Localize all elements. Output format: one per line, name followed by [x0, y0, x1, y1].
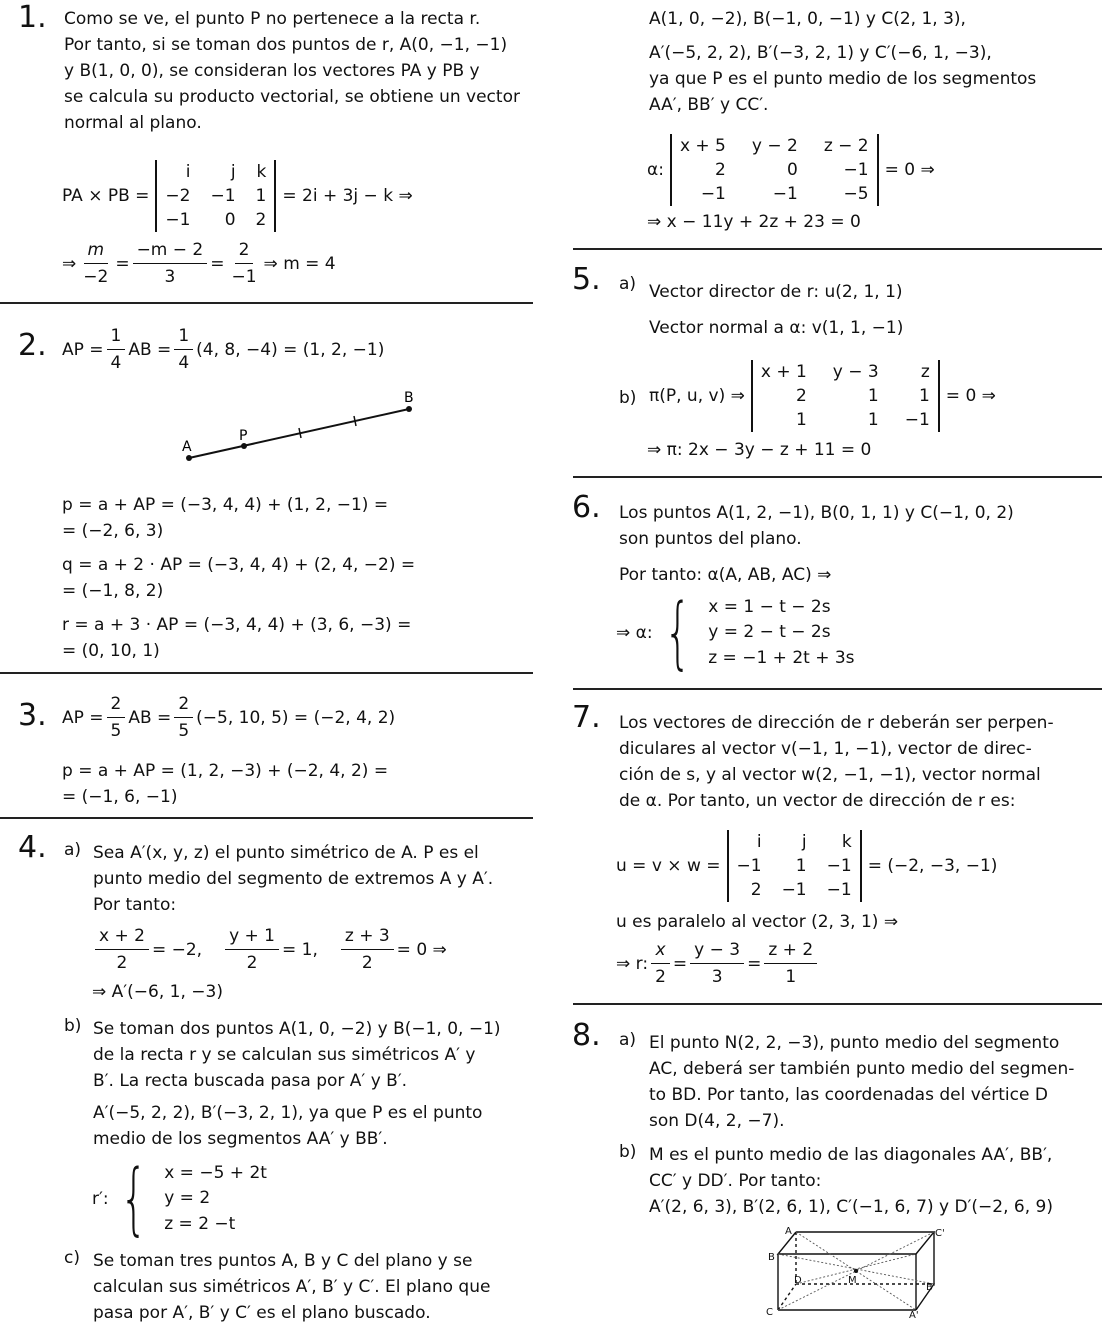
matrix-cell: −1 — [826, 856, 852, 876]
matrix-cell: 1 — [867, 410, 879, 430]
problem-4c-continued — [649, 6, 1036, 118]
denominator: −2 — [83, 267, 109, 287]
text-line: y B(1, 0, 0), se consideran los vectores PA y PB y — [64, 61, 480, 81]
system-row: y = 2 − t − 2s — [708, 622, 831, 643]
fraction — [79, 240, 112, 287]
matrix-cell: x + 5 — [679, 136, 726, 156]
item-label-b: b) — [619, 1142, 637, 1162]
item-label-c: c) — [64, 1248, 80, 1268]
equation-mid: AB = — [128, 339, 172, 360]
implies-symbol: ⇒ — [62, 253, 77, 274]
text-line: calculan sus simétricos A′, B′ y C′. El plano que — [93, 1277, 491, 1297]
problem-4a-text — [93, 840, 493, 918]
text-line: punto medio del segmento de extremos A y A′. — [93, 869, 494, 889]
problem-5-number: 5. — [572, 262, 601, 297]
text-line: p = a + AP = (−3, 4, 4) + (1, 2, −1) = — [62, 495, 389, 515]
matrix-cell: −1 — [772, 184, 798, 204]
text-line: de α. Por tanto, un vector de dirección de r es: — [619, 791, 1016, 811]
plane-determinant — [647, 134, 935, 206]
segment-ab — [189, 409, 409, 458]
matrix-cell: −1 — [165, 210, 191, 230]
fraction — [107, 694, 126, 741]
determinant-matrix — [155, 160, 276, 232]
matrix-cell: 1 — [255, 186, 267, 206]
matrix-cell: 1 — [918, 386, 930, 406]
matrix-cell: −1 — [210, 186, 236, 206]
system-equations — [164, 1161, 267, 1238]
equation-rhs: = (−2, −3, −1) — [867, 856, 998, 876]
label-a-prime: A' — [909, 1310, 919, 1320]
divider — [573, 688, 1102, 690]
text-line: Vector director de r: u(2, 1, 1) — [649, 282, 903, 302]
fraction — [764, 940, 817, 987]
determinant-matrix — [727, 830, 862, 902]
numerator: 1 — [107, 326, 126, 350]
system-row: x = 1 − t − 2s — [708, 596, 831, 617]
segment-diagram — [175, 385, 425, 465]
divider — [573, 476, 1102, 478]
text-line: CC′ y DD′. Por tanto: — [649, 1171, 822, 1191]
text-line: AC, deberá ser también punto medio del segmen- — [649, 1059, 1075, 1079]
denominator: 2 — [361, 953, 373, 973]
text-line: son puntos del plano. — [619, 529, 802, 549]
equation-lhs: u = v × w = — [616, 856, 721, 876]
text-line: M es el punto medio de las diagonales AA′, BB′, — [649, 1145, 1053, 1165]
matrix-cell: 1 — [867, 386, 879, 406]
equation-rhs: = 0 ⇒ — [945, 386, 996, 406]
point-b — [406, 406, 412, 412]
plane-parametric-system — [616, 588, 855, 678]
system-row: x = −5 + 2t — [164, 1162, 267, 1183]
ap-equation — [62, 694, 395, 741]
equation-lhs: π(P, u, v) ⇒ — [649, 386, 745, 406]
fraction — [174, 326, 193, 373]
matrix-cell: x + 1 — [760, 362, 807, 382]
equation-rhs: (−5, 10, 5) = (−2, 4, 2) — [196, 707, 396, 728]
text-line: r = a + 3 · AP = (−3, 4, 4) + (3, 6, −3) = — [62, 615, 412, 635]
text-line: q = a + 2 · AP = (−3, 4, 4) + (2, 4, −2) = — [62, 555, 416, 575]
numerator: z + 3 — [341, 926, 394, 950]
equation-lhs: PA × PB = — [62, 186, 150, 206]
text-line: AA′, BB′ y CC′. — [649, 95, 769, 115]
matrix-cell: 2 — [750, 880, 762, 900]
problem-7-number: 7. — [572, 700, 601, 735]
equation-rhs: = 0 ⇒ — [884, 160, 935, 180]
text-line: diculares al vector v(−1, 1, −1), vector de direc- — [619, 739, 1032, 759]
problem-6-text — [619, 500, 1014, 588]
item-label-b: b) — [619, 388, 637, 408]
hidden-edge — [778, 1284, 796, 1310]
point-a — [186, 455, 192, 461]
text-line: El punto N(2, 2, −3), punto medio del segmento — [649, 1033, 1060, 1053]
denominator: 4 — [110, 353, 122, 373]
equation-lhs: AP = — [62, 707, 104, 728]
equation-value: = −2, — [151, 939, 203, 960]
text-line: normal al plano. — [64, 113, 202, 133]
equation-lhs: ⇒ r: — [616, 953, 649, 974]
text-line: pasa por A′, B′ y C′ es el plano buscado. — [93, 1303, 431, 1323]
text-line: = (−2, 6, 3) — [62, 521, 164, 541]
matrix-cell: 2 — [255, 210, 267, 230]
text-line: son D(4, 2, −7). — [649, 1111, 785, 1131]
item-label-a: a) — [64, 840, 82, 860]
matrix-cell: k — [841, 832, 852, 852]
text-line: Los vectores de dirección de r deberán ser perpen- — [619, 713, 1054, 733]
problem-7-text — [619, 710, 1054, 814]
item-label-a: a) — [619, 274, 637, 294]
numerator: z + 2 — [764, 940, 817, 964]
plane-pi-result: ⇒ π: 2x − 3y − z + 11 = 0 — [647, 440, 872, 460]
denominator: 1 — [785, 967, 797, 987]
numerator: 2 — [235, 240, 254, 264]
label-b: B — [768, 1252, 775, 1263]
point-m — [854, 1269, 858, 1273]
text-line: = (0, 10, 1) — [62, 641, 160, 661]
fraction — [227, 240, 260, 287]
denominator: 2 — [246, 953, 258, 973]
problem-3-points — [62, 758, 388, 810]
problem-2-number: 2. — [18, 328, 47, 363]
tick-mark — [354, 416, 356, 426]
text-line: Vector normal a α: v(1, 1, −1) — [649, 318, 904, 338]
label-d: D — [794, 1275, 802, 1286]
matrix-cell: i — [756, 832, 762, 852]
problem-1-number: 1. — [18, 0, 47, 35]
divider — [0, 817, 533, 819]
brace: { — [119, 1154, 148, 1244]
brace: { — [663, 588, 692, 678]
denominator: 5 — [110, 721, 122, 741]
label-c: C — [766, 1307, 773, 1318]
fraction — [341, 926, 394, 973]
ratio-equation: ⇒ $\frac{m}{-2}$ = $\frac{-m - 2}{3}$ = $\frac{2}{-1}$ ⇒ m = 4 — [62, 240, 336, 287]
text-line: A(1, 0, −2), B(−1, 0, −1) y C(2, 1, 3), — [649, 9, 966, 29]
problem-5a-text — [649, 274, 903, 346]
item-label-b: b) — [64, 1016, 82, 1036]
text-line: Por tanto: α(A, AB, AC) ⇒ — [619, 565, 832, 585]
plane-pi-determinant — [649, 360, 996, 432]
divider — [573, 1003, 1102, 1005]
problem-1-text — [64, 6, 520, 136]
problem-3-number: 3. — [18, 698, 47, 733]
text-line: Los puntos A(1, 2, −1), B(0, 1, 1) y C(−1, 0, 2) — [619, 503, 1014, 523]
fraction — [690, 940, 744, 987]
fraction — [107, 326, 126, 373]
matrix-cell: 1 — [795, 410, 807, 430]
problem-4-number: 4. — [18, 830, 47, 865]
text-line: ya que P es el punto medio de los segmentos — [649, 69, 1037, 89]
denominator: 2 — [655, 967, 666, 987]
equation-rhs: (4, 8, −4) = (1, 2, −1) — [196, 339, 385, 360]
problem-8a-text — [649, 1030, 1074, 1134]
equation-value: = 1, — [282, 939, 318, 960]
matrix-cell: 2 — [795, 386, 807, 406]
problem-4b-text — [93, 1016, 501, 1152]
equation-lhs: AP = — [62, 339, 104, 360]
parallelepiped-figure — [762, 1222, 952, 1320]
matrix-cell: −1 — [843, 160, 869, 180]
numerator: y − 3 — [690, 940, 744, 964]
determinant-matrix — [670, 134, 879, 206]
numerator: y + 1 — [225, 926, 279, 950]
denominator: 3 — [711, 967, 723, 987]
matrix-cell: −1 — [736, 856, 762, 876]
problem-8b-text — [649, 1142, 1053, 1220]
text-line: Se toman dos puntos A(1, 0, −2) y B(−1, 0, −1) — [93, 1019, 501, 1039]
item-label-a: a) — [619, 1030, 637, 1050]
denominator: −1 — [231, 267, 257, 287]
matrix-cell: 2 — [715, 160, 726, 180]
text-line: Por tanto, si se toman dos puntos de r, A(0, −1, −1) — [64, 35, 508, 55]
system-label: r′: — [92, 1189, 109, 1209]
parallel-statement: u es paralelo al vector (2, 3, 1) ⇒ — [616, 912, 899, 932]
fraction — [133, 240, 208, 287]
numerator: x + 2 — [95, 926, 149, 950]
matrix-cell: y − 3 — [832, 362, 879, 382]
fraction — [651, 940, 670, 987]
numerator: 2 — [174, 694, 193, 718]
text-line: se calcula su producto vectorial, se obtiene un vector — [64, 87, 520, 107]
matrix-cell: z — [920, 362, 930, 382]
matrix-cell: k — [256, 162, 267, 182]
matrix-cell: 1 — [795, 856, 807, 876]
numerator: 1 — [174, 326, 193, 350]
divider — [573, 248, 1102, 250]
fraction — [95, 926, 149, 973]
midpoint-equations — [92, 926, 447, 973]
denominator: 3 — [164, 267, 176, 287]
cross-product-equation — [62, 160, 413, 232]
text-line: A′(2, 6, 3), B′(2, 6, 1), C′(−1, 6, 7) y D′(−2, 6, 9) — [649, 1197, 1053, 1217]
direction-cross-product — [616, 830, 997, 902]
fraction — [225, 926, 279, 973]
divider — [0, 302, 533, 304]
numerator: m — [84, 240, 109, 264]
a-result: ⇒ A′(−6, 1, −3) — [92, 982, 223, 1002]
matrix-cell: j — [801, 832, 807, 852]
matrix-cell: −1 — [781, 880, 807, 900]
text-line: A′(−5, 2, 2), B′(−3, 2, 1), ya que P es el punto — [93, 1103, 483, 1123]
system-equations — [708, 595, 854, 672]
matrix-cell: −5 — [843, 184, 869, 204]
matrix-cell: y − 2 — [751, 136, 798, 156]
equation-rhs: = 2i + 3j − k ⇒ — [282, 186, 413, 206]
denominator: 4 — [178, 353, 190, 373]
label-p: P — [239, 428, 248, 444]
plane-result: ⇒ x − 11y + 2z + 23 = 0 — [647, 212, 861, 232]
text-line: A′(−5, 2, 2), B′(−3, 2, 1) y C′(−6, 1, −3), — [649, 43, 992, 63]
text-line: ción de s, y al vector w(2, −1, −1), vector normal — [619, 765, 1041, 785]
text-line: Se toman tres puntos A, B y C del plano y se — [93, 1251, 473, 1271]
matrix-cell: 0 — [224, 210, 236, 230]
tick-mark — [299, 428, 301, 438]
ap-equation — [62, 326, 384, 373]
line-parametric-system — [92, 1154, 267, 1244]
denominator: 2 — [116, 953, 128, 973]
text-line: de la recta r y se calculan sus simétricos A′ y — [93, 1045, 476, 1065]
text-line: = (−1, 6, −1) — [62, 787, 178, 807]
fraction — [174, 694, 193, 741]
label-b-prime: B' — [926, 1282, 936, 1293]
top-face — [778, 1232, 934, 1254]
matrix-cell: i — [185, 162, 191, 182]
text-line: Por tanto: — [93, 895, 177, 915]
matrix-cell: −2 — [165, 186, 191, 206]
numerator: 2 — [107, 694, 126, 718]
denominator: 5 — [178, 721, 190, 741]
system-label: ⇒ α: — [616, 623, 653, 643]
problem-4c-text — [93, 1248, 490, 1326]
matrix-cell: 0 — [786, 160, 798, 180]
line-continuous-equation: ⇒ r: $\frac{x}{2}$ = $\frac{y - 3}{3}$ = $\frac{z + 2}{1}$ — [616, 940, 820, 987]
problem-2-points — [62, 492, 415, 664]
matrix-cell: −1 — [826, 880, 852, 900]
equation-value: = 0 ⇒ — [396, 939, 447, 960]
numerator: −m − 2 — [133, 240, 208, 264]
text-line: B′. La recta buscada pasa por A′ y B′. — [93, 1071, 408, 1091]
text-line: = (−1, 8, 2) — [62, 581, 164, 601]
system-row: z = −1 + 2t + 3s — [708, 647, 855, 668]
numerator: x — [651, 940, 669, 964]
text-line: Como se ve, el punto P no pertenece a la recta r. — [64, 9, 481, 29]
matrix-cell: z − 2 — [823, 136, 869, 156]
system-row: y = 2 — [164, 1188, 211, 1209]
label-m: M — [848, 1275, 857, 1286]
label-a: A — [785, 1226, 792, 1237]
determinant-matrix — [751, 360, 940, 432]
text-line: medio de los segmentos AA′ y BB′. — [93, 1129, 388, 1149]
label-a: A — [182, 439, 192, 455]
matrix-cell: j — [230, 162, 236, 182]
text-line: p = a + AP = (1, 2, −3) + (−2, 4, 2) = — [62, 761, 389, 781]
system-row: z = 2 −t — [164, 1213, 236, 1234]
determinant-label: α: — [647, 160, 664, 180]
text-line: Sea A′(x, y, z) el punto simétrico de A. P es el — [93, 843, 479, 863]
matrix-cell: −1 — [904, 410, 930, 430]
problem-8-number: 8. — [572, 1018, 601, 1053]
label-c-prime: C' — [935, 1228, 945, 1239]
problem-6-number: 6. — [572, 490, 601, 525]
equation-result: ⇒ m = 4 — [263, 253, 336, 274]
divider — [0, 672, 533, 674]
label-b: B — [404, 390, 414, 406]
equation-mid: AB = — [128, 707, 172, 728]
text-line: to BD. Por tanto, las coordenadas del vértice D — [649, 1085, 1048, 1105]
matrix-cell: −1 — [700, 184, 726, 204]
